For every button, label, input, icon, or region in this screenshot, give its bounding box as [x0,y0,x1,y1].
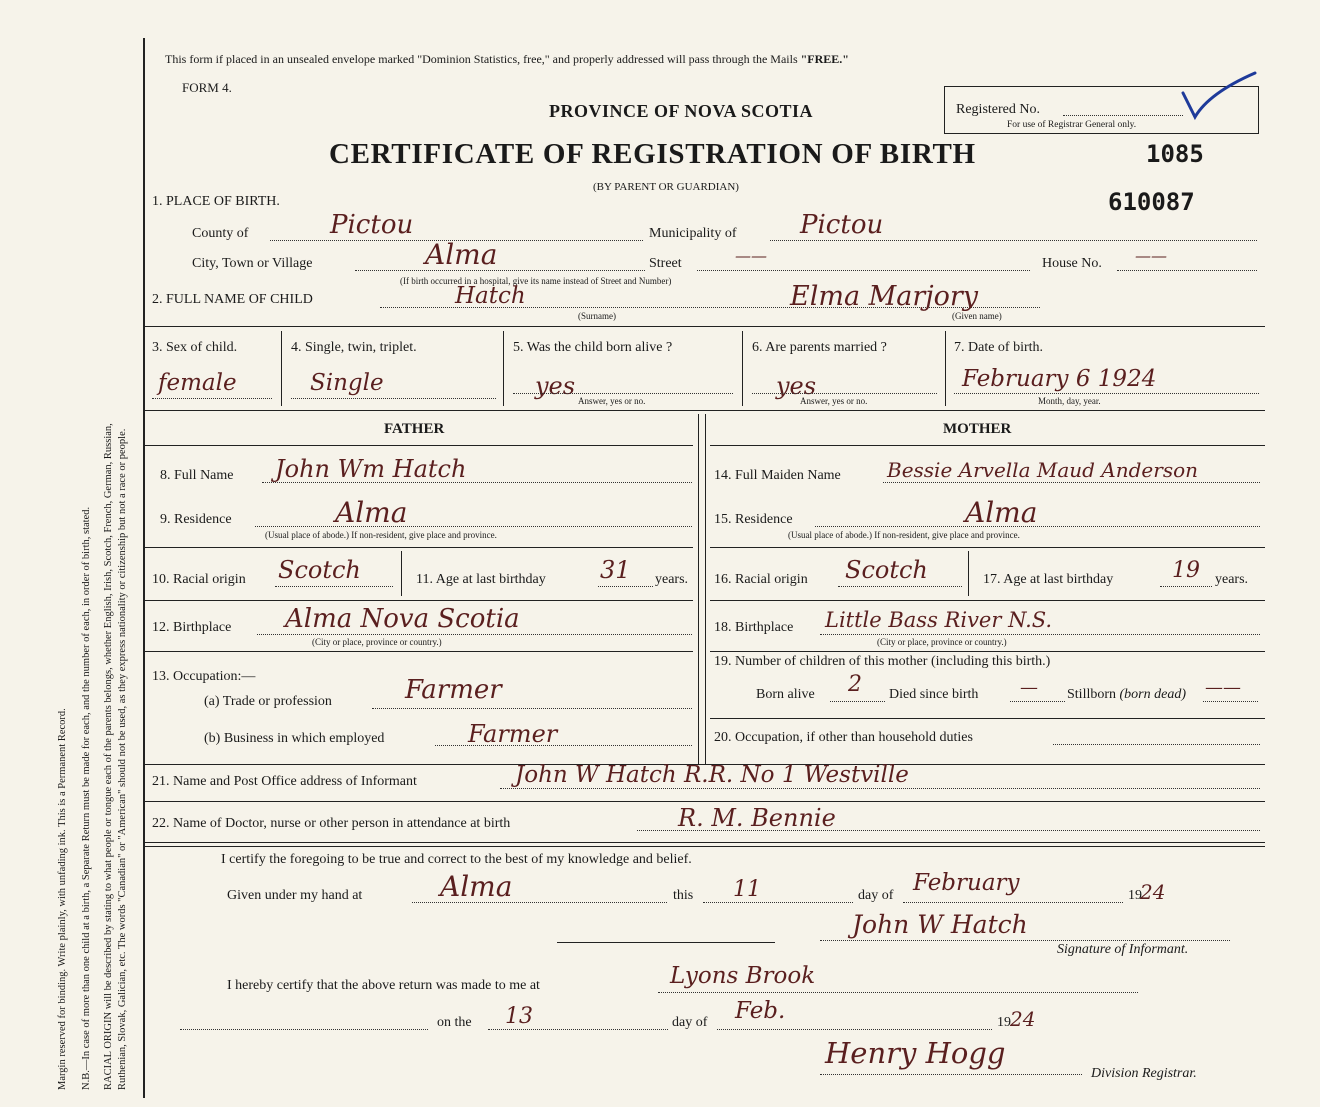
given-name-note: (Given name) [952,311,1002,321]
date-note: Month, day, year. [1038,396,1101,406]
child-name-label: 2. FULL NAME OF CHILD [152,292,313,307]
registered-label: Registered No. [956,102,1040,117]
certificate-subtitle: (BY PARENT OR GUARDIAN) [593,181,739,193]
born-alive-value: 2 [848,672,862,697]
doctor-value: R. M. Bennie [678,804,836,832]
municipality-value: Pictou [800,210,884,240]
house-label: House No. [1042,256,1102,271]
margin-note-4: Ruthenian, Slovak, Galician, etc. The words "Canadian" or "American" should not be used, as they express nationality or citizenship but not a race or people. [117,428,128,1090]
mother-birthplace-label: 18. Birthplace [714,620,794,635]
married-value: yes [776,372,817,400]
mother-racial-label: 16. Racial origin [714,572,808,587]
registered-note: For use of Registrar General only. [1007,120,1137,130]
father-birthplace-label: 12. Birthplace [152,620,232,635]
father-name-value: John Wm Hatch [275,455,467,483]
informant-signature-label: Signature of Informant. [1057,942,1189,957]
street-label: Street [649,256,682,271]
registrar-text: I hereby certify that the above return was made to me at [227,978,540,993]
place-of-birth-label: 1. PLACE OF BIRTH. [152,194,280,209]
doctor-label: 22. Name of Doctor, nurse or other person in attendance at birth [152,816,511,831]
stamp-number-2: 610087 [1108,188,1195,216]
married-label: 6. Are parents married ? [752,340,887,355]
given-day-value: 11 [733,877,761,902]
father-years: years. [655,572,689,587]
alive-label: 5. Was the child born alive ? [513,340,673,355]
registrar-place-value: Lyons Brook [670,963,816,989]
this-label: this [673,888,694,903]
street-value: —— [735,246,767,265]
father-residence-value: Alma [335,496,408,529]
father-birthplace-note: (City or place, province or country.) [312,637,442,647]
married-note: Answer, yes or no. [800,396,868,406]
sex-label: 3. Sex of child. [152,340,238,355]
alive-note: Answer, yes or no. [578,396,646,406]
father-abode-note: (Usual place of abode.) If non-resident, give place and province. [265,530,497,540]
trade-label: (a) Trade or profession [204,694,332,709]
stillborn-value: —— [1205,677,1241,698]
certificate-title: CERTIFICATE OF REGISTRATION OF BIRTH [329,138,976,170]
mail-note-free: "FREE." [800,52,849,66]
father-name-label: 8. Full Name [160,468,234,483]
sex-value: female [158,370,237,396]
mother-residence-label: 15. Residence [714,512,793,527]
municipality-label: Municipality of [649,226,737,241]
father-age-label: 11. Age at last birthday [416,572,546,587]
single-value: Single [310,370,384,396]
mail-note-text: This form if placed in an unsealed envelope marked "Dominion Statistics, free," and properly addressed will pass through the Mails [165,52,801,66]
trade-value: Farmer [405,675,502,705]
margin-border [143,38,145,1098]
registrar-month-value: Feb. [735,998,786,1024]
city-label: City, Town or Village [192,256,313,271]
mother-name-label: 14. Full Maiden Name [714,468,841,483]
father-heading: FATHER [384,421,445,437]
registrar-year-suffix: 24 [1010,1007,1036,1031]
registrar-signature-label: Division Registrar. [1091,1066,1197,1081]
mother-birthplace-value: Little Bass River N.S. [825,608,1053,632]
registrar-day-of-label: day of [672,1015,708,1030]
mother-years: years. [1215,572,1249,587]
county-label: County of [192,226,249,241]
father-age-value: 31 [600,556,631,584]
mother-birthplace-note: (City or place, province or country.) [877,637,1007,647]
father-birthplace-value: Alma Nova Scotia [285,604,520,634]
child-surname: Hatch [455,283,526,309]
given-year-prefix: 19 [1128,888,1142,903]
stillborn-label [1067,687,1186,703]
father-racial-label: 10. Racial origin [152,572,246,587]
single-label: 4. Single, twin, triplet. [291,340,417,355]
mother-name-value: Bessie Arvella Maud Anderson [887,458,1199,482]
died-label: Died since birth [889,687,979,702]
given-day-of-label: day of [858,888,894,903]
house-value: —— [1135,246,1167,265]
occupation-label: 13. Occupation:— [152,669,256,684]
father-residence-label: 9. Residence [160,512,232,527]
informant-label: 21. Name and Post Office address of Informant [152,774,417,789]
registrar-day-value: 13 [505,1004,533,1029]
mother-occupation-label: 20. Occupation, if other than household duties [714,730,973,745]
surname-note: (Surname) [578,311,616,321]
registrar-signature: Henry Hogg [825,1036,1006,1070]
alive-value: yes [535,372,576,400]
business-label: (b) Business in which employed [204,731,385,746]
stamp-number-1: 1085 [1146,140,1204,168]
date-label: 7. Date of birth. [954,340,1044,355]
business-value: Farmer [468,720,558,748]
child-given-name: Elma Marjory [790,281,979,312]
stillborn-label-text: Stillborn [1067,687,1117,702]
mother-racial-value: Scotch [845,556,928,584]
mother-age-label: 17. Age at last birthday [983,572,1114,587]
given-at-label: Given under my hand at [227,888,363,903]
hospital-note: (If birth occurred in a hospital, give its name instead of Street and Number) [400,276,672,286]
mother-age-value: 19 [1172,558,1200,583]
date-value: February 6 1924 [962,366,1157,392]
check-mark-icon [1179,71,1259,121]
mother-heading: MOTHER [943,421,1012,437]
form-number: FORM 4. [182,80,232,95]
mother-residence-value: Alma [965,496,1038,529]
informant-value: John W Hatch R.R. No 1 Westville [515,762,909,788]
city-value: Alma [425,238,498,271]
children-count-label: 19. Number of children of this mother (including this birth.) [714,654,1051,669]
registrar-on-label: on the [437,1015,472,1030]
father-racial-value: Scotch [278,556,361,584]
born-alive-label: Born alive [756,687,815,702]
province-heading: PROVINCE OF NOVA SCOTIA [549,101,814,121]
given-at-value: Alma [440,870,513,903]
registrar-year-prefix: 19 [997,1015,1011,1030]
margin-note-3: RACIAL ORIGIN will be described by stating to what people or tongue each of the parents belongs, whether English, Irish, Scotch, French, German, Russian, [103,423,114,1090]
mother-abode-note: (Usual place of abode.) If non-resident, give place and province. [788,530,1020,540]
county-value: Pictou [330,210,414,240]
informant-signature: John W Hatch [852,910,1028,939]
stillborn-note: (born dead) [1119,687,1187,702]
given-month-value: February [913,870,1020,896]
died-value: — [1020,677,1038,698]
margin-note-1: Margin reserved for binding. Write plainly, with unfading ink. This is a Permanent Record. [57,708,68,1090]
margin-note-2: N.B.—In case of more than one child at a birth, a Separate Return must be made for each, and the number of each, in order of birth, stated. [81,506,92,1090]
mail-note [165,52,849,67]
registered-box [944,86,1259,134]
certify-text: I certify the foregoing to be true and correct to the best of my knowledge and belief. [221,852,692,867]
given-year-suffix: 24 [1140,880,1166,904]
